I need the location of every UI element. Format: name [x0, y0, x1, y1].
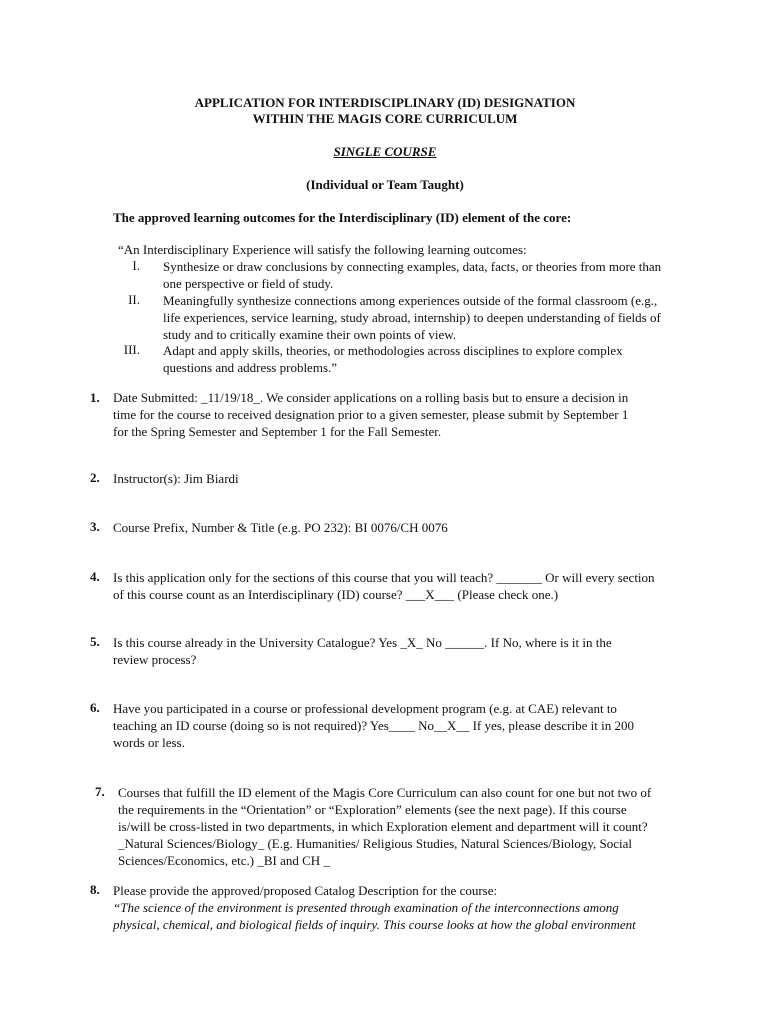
question-text: Have you participated in a course or professional development program (e.g. at CAE) relevant to: [113, 701, 617, 716]
question-text: of this course count as an Interdisciplinary (ID) course? ___X___ (Please check one.): [113, 587, 559, 602]
question-text: Date Submitted: _11/19/18_. We consider applications on a rolling basis but to ensure a decision in: [113, 390, 629, 405]
question-text: teaching an ID course (doing so is not required)? Yes____ No__X__ If yes, please describe it in 200: [113, 718, 634, 733]
outcome-text: Synthesize or draw conclusions by connecting examples, data, facts, or theories from more than: [163, 259, 662, 274]
question-number: 7.: [95, 784, 105, 799]
catalog-description-line: physical, chemical, and biological fields of inquiry. This course looks at how the global environment: [113, 917, 636, 932]
outcome-text: life experiences, service learning, study abroad, internship) to deepen understanding of fields of: [163, 310, 661, 325]
question-number: 4.: [90, 569, 100, 584]
question-text: words or less.: [113, 735, 185, 750]
single-course-heading: SINGLE COURSE: [333, 144, 437, 159]
question-text: the requirements in the “Orientation” or “Exploration” elements (see the next page). If this course: [118, 802, 627, 817]
outcome-text: questions and address problems.”: [163, 360, 338, 375]
question-text: Is this application only for the sections of this course that you will teach? _______ Or will every section: [113, 570, 655, 585]
question-text: _Natural Sciences/Biology_ (E.g. Humanities/ Religious Studies, Natural Sciences/Biology, Social: [118, 836, 633, 851]
question-text: Courses that fulfill the ID element of the Magis Core Curriculum can also count for one but not two of: [118, 785, 652, 800]
outcome-numeral: II.: [128, 292, 140, 307]
question-number: 5.: [90, 634, 100, 649]
question-number: 1.: [90, 390, 100, 405]
question-number: 3.: [90, 519, 100, 534]
question-text: Is this course already in the University Catalogue? Yes _X_ No ______. If No, where is it in the: [113, 635, 612, 650]
outcomes-heading: The approved learning outcomes for the Interdisciplinary (ID) element of the core:: [113, 210, 572, 225]
question-text: is/will be cross-listed in two departments, in which Exploration element and department will it count?: [118, 819, 648, 834]
question-text: time for the course to received designation prior to a given semester, please submit by September 1: [113, 407, 629, 422]
outcome-text: one perspective or field of study.: [163, 276, 334, 291]
title-line-1: APPLICATION FOR INTERDISCIPLINARY (ID) DESIGNATION: [194, 95, 576, 110]
question-text: Course Prefix, Number & Title (e.g. PO 232): BI 0076/CH 0076: [113, 520, 448, 535]
catalog-description-line: “The science of the environment is presented through examination of the interconnections among: [113, 900, 619, 915]
outcome-text: Adapt and apply skills, theories, or methodologies across disciplines to explore complex: [163, 343, 623, 358]
question-text: for the Spring Semester and September 1 for the Fall Semester.: [113, 424, 442, 439]
outcomes-intro: “An Interdisciplinary Experience will satisfy the following learning outcomes:: [118, 242, 527, 257]
outcome-text: study and to critically examine their own points of view.: [163, 327, 457, 342]
question-number: 2.: [90, 470, 100, 485]
question-text: Instructor(s): Jim Biardi: [113, 471, 239, 486]
outcome-text: Meaningfully synthesize connections among experiences outside of the formal classroom (e.g.,: [163, 293, 658, 308]
outcome-numeral: I.: [132, 258, 140, 273]
question-number: 6.: [90, 700, 100, 715]
question-number: 8.: [90, 882, 100, 897]
taught-subheading: (Individual or Team Taught): [306, 177, 464, 192]
question-text: Please provide the approved/proposed Catalog Description for the course:: [113, 883, 498, 898]
title-line-2: WITHIN THE MAGIS CORE CURRICULUM: [252, 111, 518, 126]
question-text: Sciences/Economics, etc.) _BI and CH _: [118, 853, 330, 868]
question-text: review process?: [113, 652, 197, 667]
outcome-numeral: III.: [123, 342, 140, 357]
